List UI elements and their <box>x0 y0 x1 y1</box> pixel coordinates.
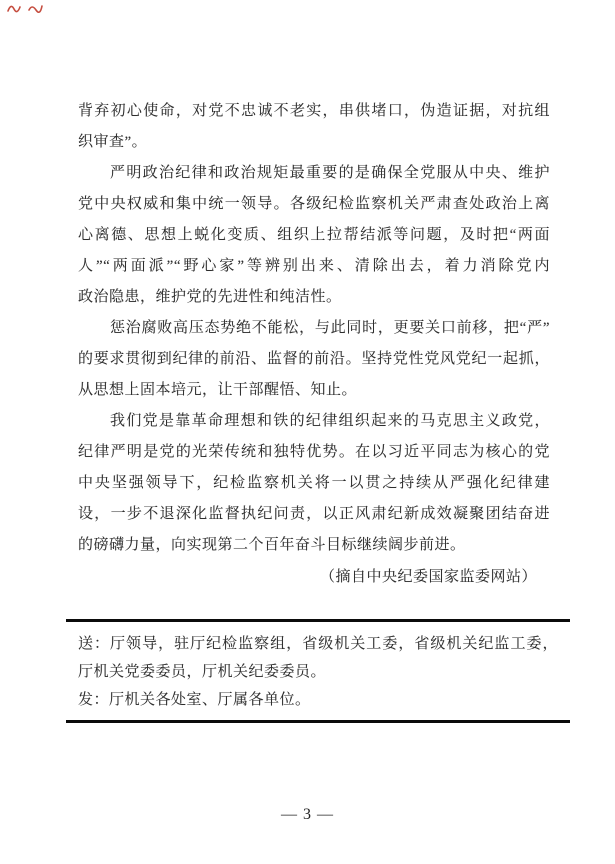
distribution-block <box>66 619 570 723</box>
body-text-line: 人”“两面派”“野心家”等辨别出来、清除出去，着力消除党内 <box>78 258 550 274</box>
body-text-line: 我们党是靠革命理想和铁的纪律组织起来的马克思主义政党， <box>110 413 550 429</box>
body-text-line: 的磅礴力量，向实现第二个百年奋斗目标继续阔步前进。 <box>78 537 466 553</box>
red-ink-marks-icon <box>5 1 45 15</box>
body-text-line: 设，一步不退深化监督执纪问责，以正风肃纪新成效凝聚团结奋进 <box>78 506 550 522</box>
body-text-line: 中央坚强领导下，纪检监察机关将一以贯之持续从严强化纪律建 <box>78 475 550 491</box>
attribution-line <box>78 562 550 593</box>
distribution-line: 发：厅机关各处室、厅属各单位。 <box>78 692 311 708</box>
body-text-line: 背弃初心使命，对党不忠诚不老实，串供堵口，伪造证据，对抗组 <box>78 103 550 119</box>
body-text-line: 政治隐患，维护党的先进性和纯洁性。 <box>78 289 342 305</box>
distribution-line: 厅机关党委委员，厅机关纪委委员。 <box>78 664 327 680</box>
body-text-line: 从思想上固本培元，让干部醒悟、知止。 <box>78 382 358 398</box>
body-text-line: 严明政治纪律和政治规矩最重要的是确保全党服从中央、维护 <box>110 165 550 181</box>
body-text-line: 纪律严明是党的光荣传统和独特优势。在以习近平同志为核心的党 <box>78 444 550 460</box>
body-text-line: 党中央权威和集中统一领导。各级纪检监察机关严肃查处政治上离 <box>78 196 550 212</box>
attribution-text: （摘自中央纪委国家监委网站） <box>319 569 537 585</box>
body-text-block <box>78 96 550 561</box>
distribution-line: 送：厅领导，驻厅纪检监察组，省级机关工委，省级机关纪监工委， <box>78 636 558 652</box>
page-number: — 3 — <box>281 806 334 823</box>
body-text-line: 织审查”。 <box>78 134 148 150</box>
body-text-line: 的要求贯彻到纪律的前沿、监督的前沿。坚持党性党风党纪一起抓， <box>78 351 550 367</box>
body-text-line: 心离德、思想上蜕化变质、组织上拉帮结派等问题，及时把“两面 <box>78 227 550 243</box>
body-text-line: 惩治腐败高压态势绝不能松，与此同时，更要关口前移，把“严” <box>110 320 550 336</box>
